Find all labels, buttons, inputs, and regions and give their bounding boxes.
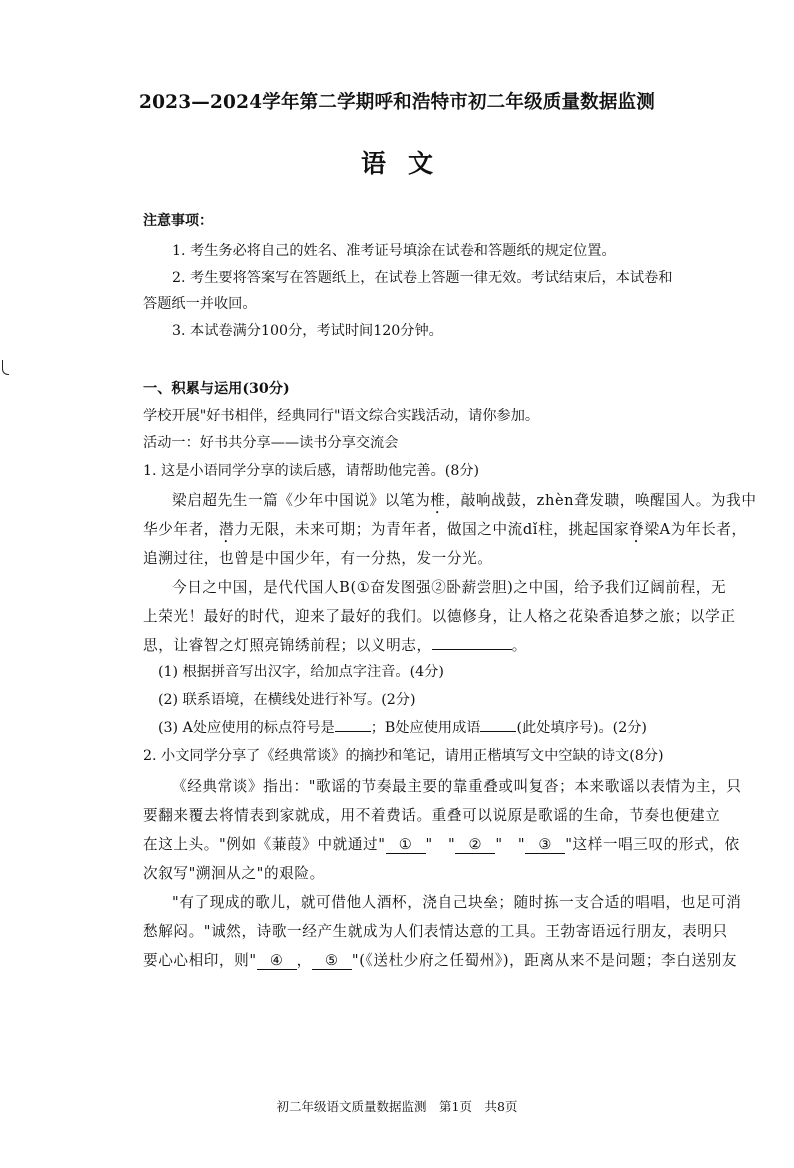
section-1-intro: 学校开展"好书相伴，经典同行"语文综合实践活动，请你参加。 [143,408,540,424]
q1-sub-1: (1) 根据拼音写出汉字，给加点字注音。(4分) [158,664,444,680]
q1-text: 思，让睿智之灯照亮锦绣前程；以义明志， [143,637,432,654]
q1-passage-line-6 [143,634,527,655]
q1-passage-line-4: 今日之中国，是代代国人B(①奋发图强②卧薪尝胆)之中国，给予我们辽阔前程，无 [172,579,727,596]
q1-sub-text: (3) A处应使用的标点符号是 [158,720,335,736]
poem-blank-2[interactable]: ② [455,837,495,854]
q2-passage-line-7: 要心心相印，则" ④ ， ⑤ "(《送杜少府之任蜀州》)，距离从来不是问题；李白送别友 [143,952,738,969]
q2-passage-line-1: 《经典常谈》指出："歌谣的节奏最主要的靠重叠或叫复沓；本来歌谣以表情为主，只 [172,778,742,795]
q1-text: 梁启超先生一篇《少年中国说》以笔为 [172,492,431,509]
q2-passage-line-2: 要翻来覆去将情表到家就成，用不着费话。重叠可以说原是歌谣的生命，节奏也便建立 [143,807,721,824]
q1-passage-line-3: 追溯过往，也曾是中国少年，有一分热，发一分光。 [143,550,493,567]
question-2-stem: 2. 小文同学分享了《经典常谈》的摘抄和笔记，请用正楷填写文中空缺的诗文(8分) [143,748,664,764]
notice-item-2-line-2: 答题纸一并收回。 [143,296,257,312]
q1-sub-text: (此处填序号)。(2分) [516,720,647,736]
q2-passage-line-5: "有了现成的歌儿，就可借他人酒杯，浇自己块垒；随时拣一支合适的唱唱，也足可消 [172,894,742,911]
q1-text: 力无限，未来可期；为青年者，做国之中流dǐ柱，挑起国家 [234,521,630,538]
q2-passage-line-6: 愁解闷。"诚然，诗歌一经产生就成为人们表情达意的工具。王勃寄语远行朋友，表明只 [143,923,728,940]
answer-blank[interactable] [480,731,516,732]
dotted-char: 脊 [629,521,645,538]
question-1-stem: 1. 这是小语同学分享的读后感，请帮助他完善。(8分) [143,463,480,479]
page-footer: 初二年级语文质量数据监测 第1页 共8页 [276,1099,518,1114]
exam-title: 2023—2024学年第二学期呼和浩特市初二年级质量数据监测 [139,92,655,113]
answer-blank[interactable] [432,649,512,650]
q1-text: ，敲响战鼓，zhèn聋发聩，唤醒国人。为我中 [445,492,757,509]
poem-blank-5[interactable]: ⑤ [312,953,352,970]
notice-item-3: 3. 本试卷满分100分，考试时间120分钟。 [172,323,443,339]
notice-item-2-line-1: 2. 考生要将答案写在答题纸上，在试卷上答题一律无效。考试结束后，本试卷和 [172,270,673,286]
q2-text: 要心心相印，则" [143,952,257,969]
q2-text: "(《送杜少府之任蜀州》)，距离从来不是问题；李白送别友 [351,952,738,969]
q1-text: 华少年者， [143,521,219,538]
dotted-char: 椎 [430,492,446,509]
dotted-char: 潜 [218,521,235,538]
binding-mark [2,360,9,375]
q1-sub-2: (2) 联系语境，在横线处进行补写。(2分) [158,692,416,708]
answer-blank[interactable] [335,731,371,732]
q1-passage-line-1 [172,489,757,517]
q1-sub-3 [158,717,647,737]
q1-passage-line-5: 上荣光！最好的时代，迎来了最好的我们。以德修身，让人格之花染香追梦之旅；以学正 [143,608,736,625]
poem-blank-3[interactable]: ③ [525,837,565,854]
notice-item-1: 1. 考生务必将自己的姓名、准考证号填涂在试卷和答题纸的规定位置。 [172,243,616,259]
q1-passage-line-2 [143,518,747,546]
subject-title: 语文 [360,149,455,178]
q1-sub-text: ；B处应使用成语 [370,720,481,736]
q2-text: 在这上头。"例如《蒹葭》中就通过" [143,836,386,853]
poem-blank-4[interactable]: ④ [257,953,297,970]
q1-text: 。 [511,637,527,654]
q1-text: 梁A为年长者， [644,521,747,538]
activity-1-title: 活动一：好书共分享——读书分享交流会 [143,435,399,451]
poem-blank-1[interactable]: ① [386,837,426,854]
q2-text: "这样一唱三叹的形式，依 [565,836,740,853]
q2-passage-line-3: 在这上头。"例如《蒹葭》中就通过" ① " " ② " " ③ "这样一唱三叹的形式，依 [143,836,740,853]
q2-passage-line-4: 次叙写"溯洄从之"的艰险。 [143,865,325,882]
section-1-heading: 一、积累与运用(30分) [143,381,290,397]
notice-heading: 注意事项： [143,213,213,229]
